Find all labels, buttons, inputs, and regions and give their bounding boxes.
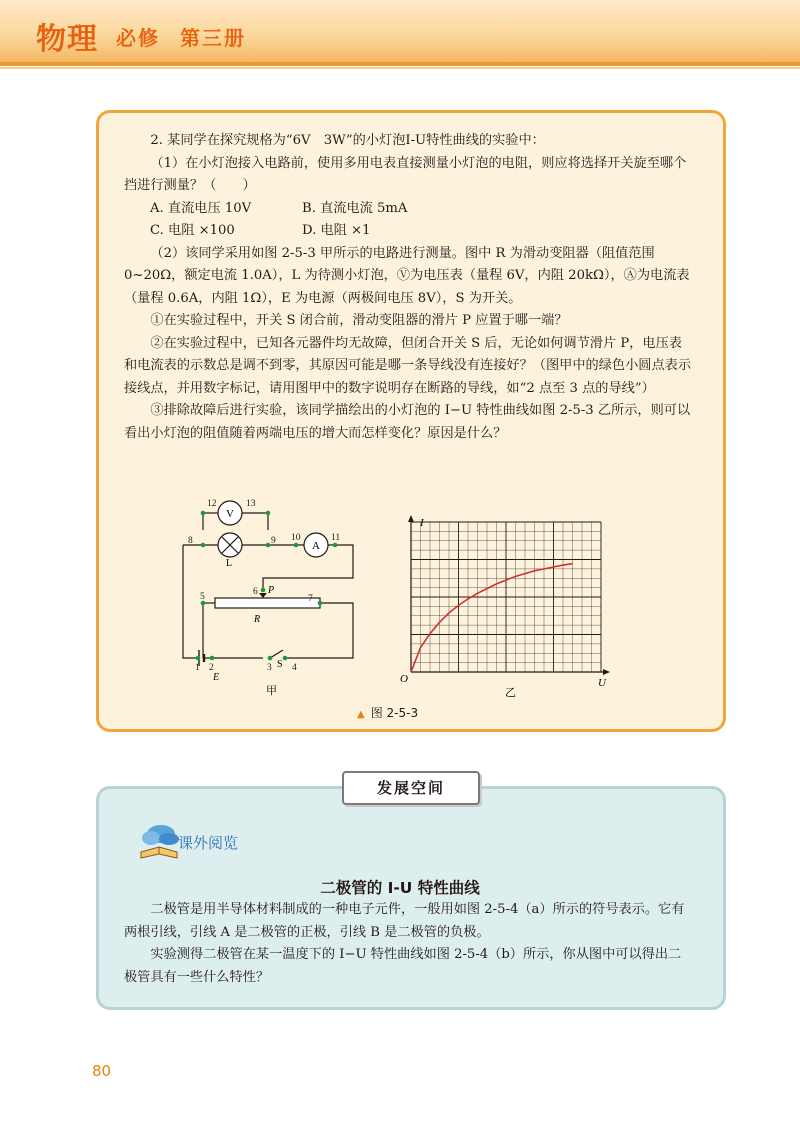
rheostat-body bbox=[215, 598, 320, 608]
node-8-dot bbox=[201, 543, 206, 548]
node-label-9: 9 bbox=[271, 536, 276, 546]
options-row-2 bbox=[124, 220, 694, 243]
node-6-dot bbox=[261, 588, 266, 593]
node-13-dot bbox=[266, 511, 271, 516]
book-cloud-icon bbox=[137, 822, 183, 862]
node-label-13: 13 bbox=[246, 499, 256, 509]
subtitle-required: 必修 bbox=[116, 26, 160, 50]
wire-switch-to-rheostat bbox=[285, 603, 353, 658]
reading-paragraph-2: 实验测得二极管在某一温度下的 I−U 特性曲线如图 2-5-4（b）所示，你从图中可以得出二极管具有一些什么特性？ bbox=[124, 947, 682, 985]
ammeter-letter: A bbox=[312, 540, 320, 552]
node-9-dot bbox=[266, 543, 271, 548]
option-d: D. 电阻 ×1 bbox=[302, 223, 371, 238]
option-a: A. 直流电压 10V bbox=[150, 200, 252, 216]
node-3-dot bbox=[268, 656, 273, 661]
node-label-12: 12 bbox=[207, 499, 217, 509]
node-label-6: 6 bbox=[253, 587, 258, 597]
node-label-2: 2 bbox=[209, 663, 214, 673]
node-1-dot bbox=[196, 656, 201, 661]
node-label-3: 3 bbox=[267, 663, 272, 673]
page-header bbox=[0, 0, 800, 62]
wire-voltmeter-out bbox=[242, 513, 268, 530]
node-label-4: 4 bbox=[292, 663, 297, 673]
reading-content bbox=[124, 899, 694, 989]
wire-left-side bbox=[183, 545, 198, 658]
problem-part1: （1）在小灯泡接入电路前，使用多用电表直接测量小灯泡的电阻，则应将选择开关旋至哪个挡进行测量？（ ） bbox=[124, 155, 687, 193]
graph-caption-yi: 乙 bbox=[505, 687, 516, 699]
iu-curve bbox=[411, 564, 573, 672]
question-1: ①在实验过程中，开关 S 闭合前，滑动变阻器的滑片 P 应置于哪一端？ bbox=[150, 313, 568, 328]
subtitle-volume: 第三册 bbox=[180, 26, 246, 50]
node-7-dot bbox=[318, 601, 323, 606]
node-label-7: 7 bbox=[308, 594, 313, 604]
iu-graph bbox=[400, 515, 610, 699]
node-label-1: 1 bbox=[195, 663, 200, 673]
node-11-dot bbox=[333, 543, 338, 548]
problem-content bbox=[124, 130, 694, 445]
node-2-dot bbox=[210, 656, 215, 661]
header-divider bbox=[0, 62, 800, 66]
problem-part2: （2）该同学采用如图 2-5-3 甲所示的电路进行测量。图中 R 为滑动变阻器（阻值范围 0~20Ω，额定电流 1.0A），L 为待测小灯泡，Ⓥ为电压表（量程 6V，内阻 20kΩ），Ⓐ为电流表（量程 0.6A，内阻 1Ω），E 为电源（两极间电压 8V），S 为开关。 bbox=[124, 245, 690, 306]
book-subject: 物理 bbox=[36, 22, 98, 57]
voltmeter-letter: V bbox=[226, 508, 234, 520]
source-label: E bbox=[213, 672, 220, 683]
rheostat-label: R bbox=[254, 614, 261, 625]
slider-label: P bbox=[268, 585, 275, 596]
reading-title: 二极管的 I-U 特性曲线 bbox=[320, 879, 480, 897]
axis-x-label: U bbox=[598, 677, 606, 689]
problem-intro: 2. 某同学在探究规格为“6V 3W”的小灯泡I-U特性曲线的实验中： bbox=[150, 133, 545, 148]
section-tag: 发展空间 bbox=[342, 771, 480, 805]
lamp-label: L bbox=[226, 558, 233, 569]
caption-triangle-icon: ▲ bbox=[357, 709, 365, 720]
question-2: ②在实验过程中，已知各元器件均无故障，但闭合开关 S 后，无论如何调节滑片 P，电压表和电流表的示数总是调不到零，其原因可能是哪一条导线没有连接好？（图甲中的绿色小圆点表示接线点，并用数字标记，请用图甲中的数字说明存在断路的导线，如“2 点至 3 点的导线”） bbox=[124, 335, 692, 396]
page-number: 80 bbox=[92, 1062, 112, 1080]
node-10-dot bbox=[294, 543, 299, 548]
node-label-10: 10 bbox=[291, 533, 301, 543]
axis-y-label: I bbox=[420, 517, 424, 529]
slider-arrow bbox=[259, 593, 267, 598]
node-label-11: 11 bbox=[331, 533, 341, 543]
caption-text: 图 2-5-3 bbox=[370, 706, 419, 720]
options-row-1 bbox=[124, 198, 694, 221]
node-label-8: 8 bbox=[188, 536, 193, 546]
option-c: C. 电阻 ×100 bbox=[150, 223, 235, 238]
switch-label: S bbox=[277, 659, 283, 670]
reading-paragraph-1: 二极管是用半导体材料制成的一种电子元件，一般用如图 2-5-4（a）所示的符号表示。它有两根引线，引线 A 是二极管的正极，引线 B 是二极管的负极。 bbox=[124, 902, 685, 940]
reading-label: 课外阅览 bbox=[178, 834, 239, 852]
question-3: ③排除故障后进行实验，该同学描绘出的小灯泡的 I−U 特性曲线如图 2-5-3 乙所示，则可以看出小灯泡的阻值随着两端电压的增大而怎样变化？原因是什么？ bbox=[124, 403, 691, 441]
node-label-5: 5 bbox=[200, 592, 205, 602]
origin-label: O bbox=[400, 673, 408, 685]
header-divider-thin bbox=[0, 67, 800, 69]
circuit-caption-jia: 甲 bbox=[266, 685, 277, 697]
x-axis-arrow bbox=[603, 669, 610, 675]
figure-caption bbox=[357, 704, 418, 721]
y-axis-arrow bbox=[408, 515, 414, 522]
node-4-dot bbox=[283, 656, 288, 661]
figure-2-5-3 bbox=[170, 490, 630, 700]
book-subtitle bbox=[116, 22, 266, 51]
option-b: B. 直流电流 5mA bbox=[302, 200, 408, 216]
node-12-dot bbox=[201, 511, 206, 516]
